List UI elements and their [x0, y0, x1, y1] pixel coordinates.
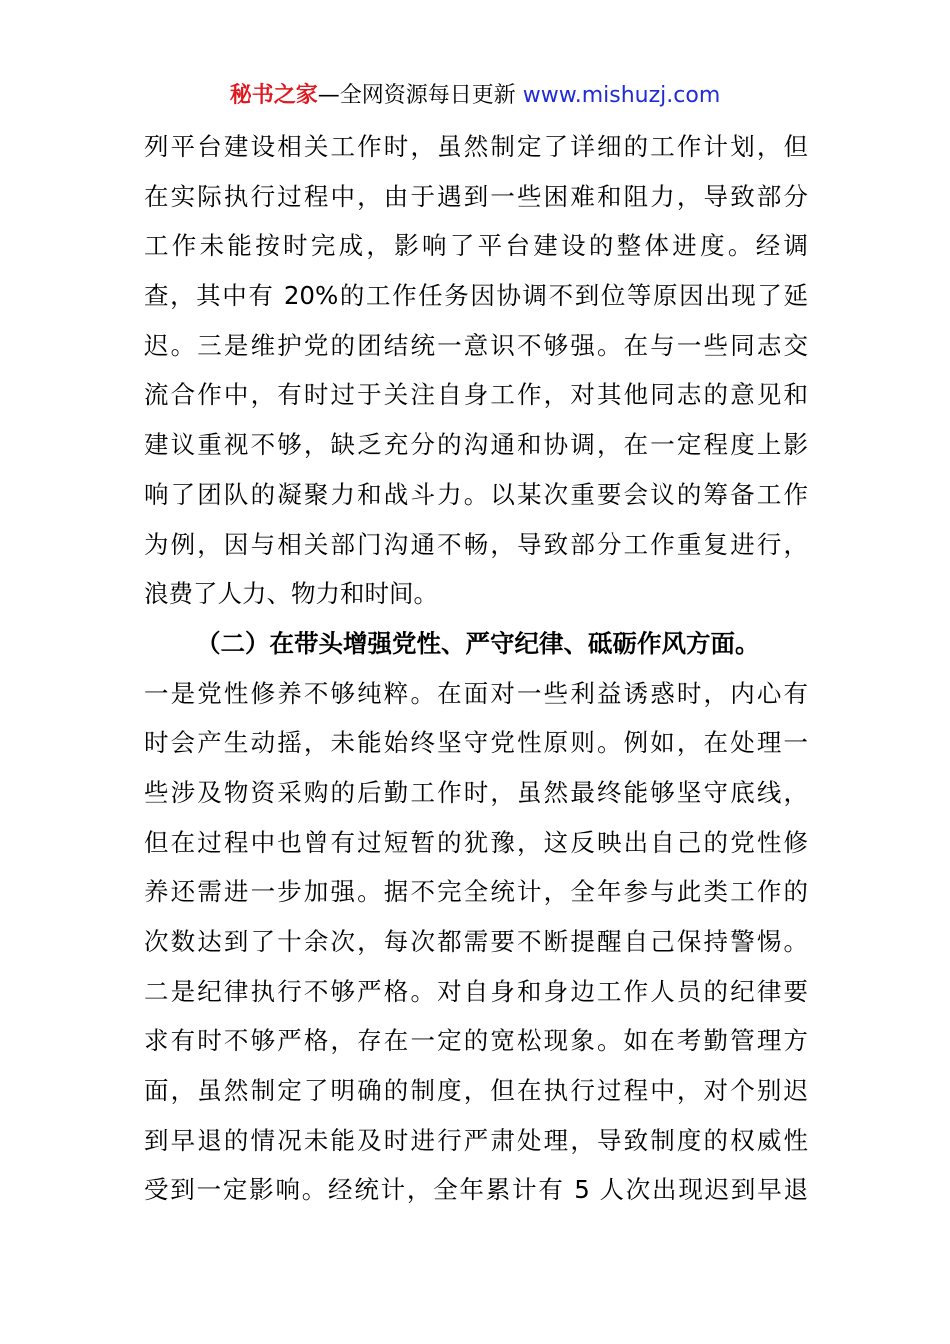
text-line: 面，虽然制定了明确的制度，但在执行过程中，对个别迟: [144, 1076, 808, 1106]
section-heading: （二）在带头增强党性、严守纪律、砥砺作风方面。: [196, 628, 760, 658]
text-line: 流合作中，有时过于关注自身工作，对其他同志的意见和: [144, 380, 808, 410]
text-line: 一是党性修养不够纯粹。在面对一些利益诱惑时，内心有: [144, 678, 808, 708]
text-line: 到早退的情况未能及时进行严肃处理，导致制度的权威性: [144, 1125, 808, 1155]
text-line: 响了团队的凝聚力和战斗力。以某次重要会议的筹备工作: [144, 479, 808, 509]
text-line: 求有时不够严格，存在一定的宽松现象。如在考勤管理方: [144, 1026, 808, 1056]
text-line: 工作未能按时完成，影响了平台建设的整体进度。经调: [144, 231, 808, 261]
text-line: 建议重视不够，缺乏充分的沟通和协调，在一定程度上影: [144, 430, 808, 460]
text-line: 浪费了人力、物力和时间。: [144, 579, 438, 609]
text-line: 些涉及物资采购的后勤工作时，虽然最终能够坚守底线，: [144, 777, 808, 807]
text-line: 但在过程中也曾有过短暂的犹豫，这反映出自己的党性修: [144, 827, 808, 857]
header-tagline: —全网资源每日更新: [317, 83, 516, 108]
text-line: 次数达到了十余次，每次都需要不断提醒自己保持警惕。: [144, 927, 808, 956]
text-line: 列平台建设相关工作时，虽然制定了详细的工作计划，但: [144, 132, 808, 161]
text-line: 受到一定影响。经统计，全年累计有 5 人次出现迟到早退: [144, 1175, 808, 1205]
text-line: 在实际执行过程中，由于遇到一些困难和阻力，导致部分: [144, 181, 808, 211]
text-line: 查，其中有 20%的工作任务因协调不到位等原因出现了延: [144, 281, 808, 311]
page-header: [0, 80, 950, 112]
text-line: 为例，因与相关部门沟通不畅，导致部分工作重复进行，: [144, 529, 808, 559]
header-url-link[interactable]: www.mishuzj.com: [522, 83, 721, 108]
text-line: 迟。三是维护党的团结统一意识不够强。在与一些同志交: [144, 330, 808, 360]
header-brand: 秘书之家: [229, 83, 318, 108]
text-line: 二是纪律执行不够严格。对自身和身边工作人员的纪律要: [144, 976, 808, 1006]
text-line: 养还需进一步加强。据不完全统计，全年参与此类工作的: [144, 877, 808, 907]
text-line: 时会产生动摇，未能始终坚守党性原则。例如，在处理一: [144, 728, 808, 758]
body-text: [144, 122, 808, 1215]
